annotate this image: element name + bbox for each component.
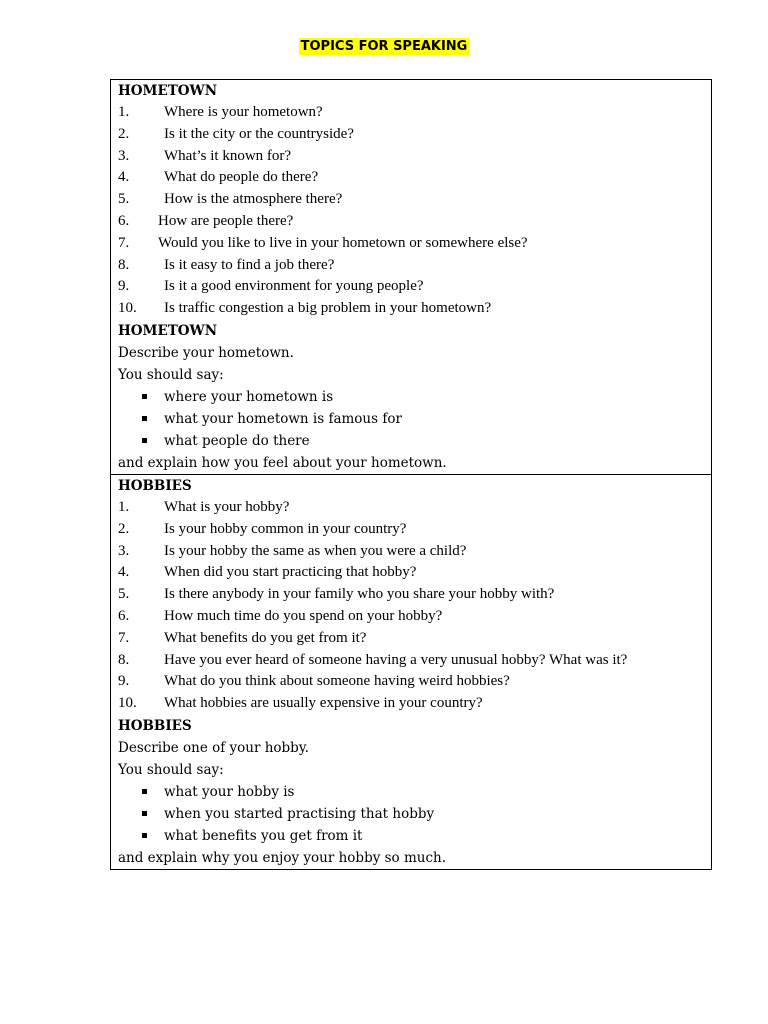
- question-item: [118, 146, 705, 168]
- cue-card-bullet: [118, 408, 705, 430]
- question-item: [118, 671, 705, 693]
- bullet-text: what your hobby is: [164, 783, 295, 800]
- question-text: What do people do there?: [164, 169, 319, 186]
- question-item: [118, 650, 705, 672]
- question-item: [118, 519, 705, 541]
- question-item: [118, 255, 705, 277]
- cue-card-explain: and explain why you enjoy your hobby so much.: [118, 849, 447, 866]
- question-text: Would you like to live in your hometown or somewhere else?: [158, 234, 528, 251]
- question-number: 4.: [118, 169, 130, 186]
- topics-table: [110, 79, 712, 870]
- question-item: [118, 233, 705, 255]
- question-number: 2.: [118, 125, 130, 142]
- bullet-text: what benefits you get from it: [164, 827, 363, 844]
- question-text: What do you think about someone having weird hobbies?: [164, 673, 510, 690]
- question-text: Is it a good environment for young people?: [164, 278, 424, 295]
- question-number: 10.: [118, 695, 137, 712]
- cue-card-heading: HOMETOWN: [118, 322, 218, 339]
- question-text: What’s it known for?: [164, 147, 292, 164]
- question-item: [118, 562, 705, 584]
- question-item: [118, 628, 705, 650]
- square-bullet-icon: [142, 833, 147, 838]
- question-number: 1.: [118, 498, 130, 515]
- cue-card-describe: Describe your hometown.: [118, 344, 294, 361]
- question-item: [118, 541, 705, 563]
- cue-card-describe: Describe one of your hobby.: [118, 739, 309, 756]
- question-text: What is your hobby?: [164, 498, 290, 515]
- cue-card-bullet: [118, 803, 705, 825]
- cue-card-bullet: [118, 825, 705, 847]
- question-text: Is it the city or the countryside?: [164, 125, 354, 142]
- question-number: 8.: [118, 256, 130, 273]
- bullet-text: when you started practising that hobby: [164, 805, 435, 822]
- question-item: [118, 211, 705, 233]
- square-bullet-icon: [142, 438, 147, 443]
- section-heading: HOMETOWN: [118, 83, 218, 99]
- section-hobbies: [111, 474, 711, 869]
- question-number: 3.: [118, 147, 130, 164]
- question-text: How much time do you spend on your hobby?: [164, 607, 443, 624]
- question-number: 9.: [118, 278, 130, 295]
- question-text: When did you start practicing that hobby?: [164, 564, 417, 581]
- question-number: 7.: [118, 629, 130, 646]
- question-item: [118, 189, 705, 211]
- question-item: [118, 124, 705, 146]
- question-number: 5.: [118, 586, 130, 603]
- question-text: Is your hobby the same as when you were a child?: [164, 542, 467, 559]
- question-text: Is traffic congestion a big problem in your hometown?: [164, 300, 492, 317]
- question-text: Is your hobby common in your country?: [164, 520, 407, 537]
- question-text: Is there anybody in your family who you share your hobby with?: [164, 586, 555, 603]
- question-number: 6.: [118, 212, 130, 229]
- section-heading: HOBBIES: [118, 477, 192, 494]
- question-number: 4.: [118, 564, 130, 581]
- square-bullet-icon: [142, 416, 147, 421]
- question-number: 5.: [118, 191, 130, 208]
- question-text: How are people there?: [158, 212, 294, 229]
- bullet-text: where your hometown is: [164, 388, 334, 405]
- question-number: 10.: [118, 300, 137, 317]
- question-text: Where is your hometown?: [164, 104, 323, 120]
- question-number: 3.: [118, 542, 130, 559]
- question-item: [118, 693, 705, 715]
- question-number: 6.: [118, 607, 130, 624]
- question-item: [118, 102, 705, 124]
- square-bullet-icon: [142, 789, 147, 794]
- cue-card-should-say: You should say:: [118, 366, 224, 383]
- cue-card-explain: and explain how you feel about your hometown.: [118, 454, 447, 471]
- question-item: [118, 606, 705, 628]
- cue-card-should-say: You should say:: [118, 761, 224, 778]
- question-item: [118, 497, 705, 519]
- title-container: [0, 35, 768, 55]
- bullet-text: what people do there: [164, 432, 310, 449]
- question-item: [118, 298, 705, 320]
- question-text: What benefits do you get from it?: [164, 629, 367, 646]
- page-title: TOPICS FOR SPEAKING: [300, 39, 468, 54]
- question-text: How is the atmosphere there?: [164, 191, 343, 208]
- question-number: 7.: [118, 234, 130, 251]
- question-item: [118, 167, 705, 189]
- question-text: Have you ever heard of someone having a very unusual hobby? What was it?: [164, 651, 628, 668]
- square-bullet-icon: [142, 394, 147, 399]
- question-item: [118, 276, 705, 298]
- question-number: 9.: [118, 673, 130, 690]
- cue-card-bullet: [118, 430, 705, 452]
- cue-card-bullet: [118, 386, 705, 408]
- question-text: Is it easy to find a job there?: [164, 256, 335, 273]
- cue-card-heading: HOBBIES: [118, 717, 192, 734]
- bullet-text: what your hometown is famous for: [164, 410, 402, 427]
- question-number: 1.: [118, 104, 130, 120]
- question-number: 2.: [118, 520, 130, 537]
- question-text: What hobbies are usually expensive in your country?: [164, 695, 483, 712]
- cue-card-bullet: [118, 781, 705, 803]
- square-bullet-icon: [142, 811, 147, 816]
- question-number: 8.: [118, 651, 130, 668]
- question-item: [118, 584, 705, 606]
- section-hometown: [111, 80, 711, 474]
